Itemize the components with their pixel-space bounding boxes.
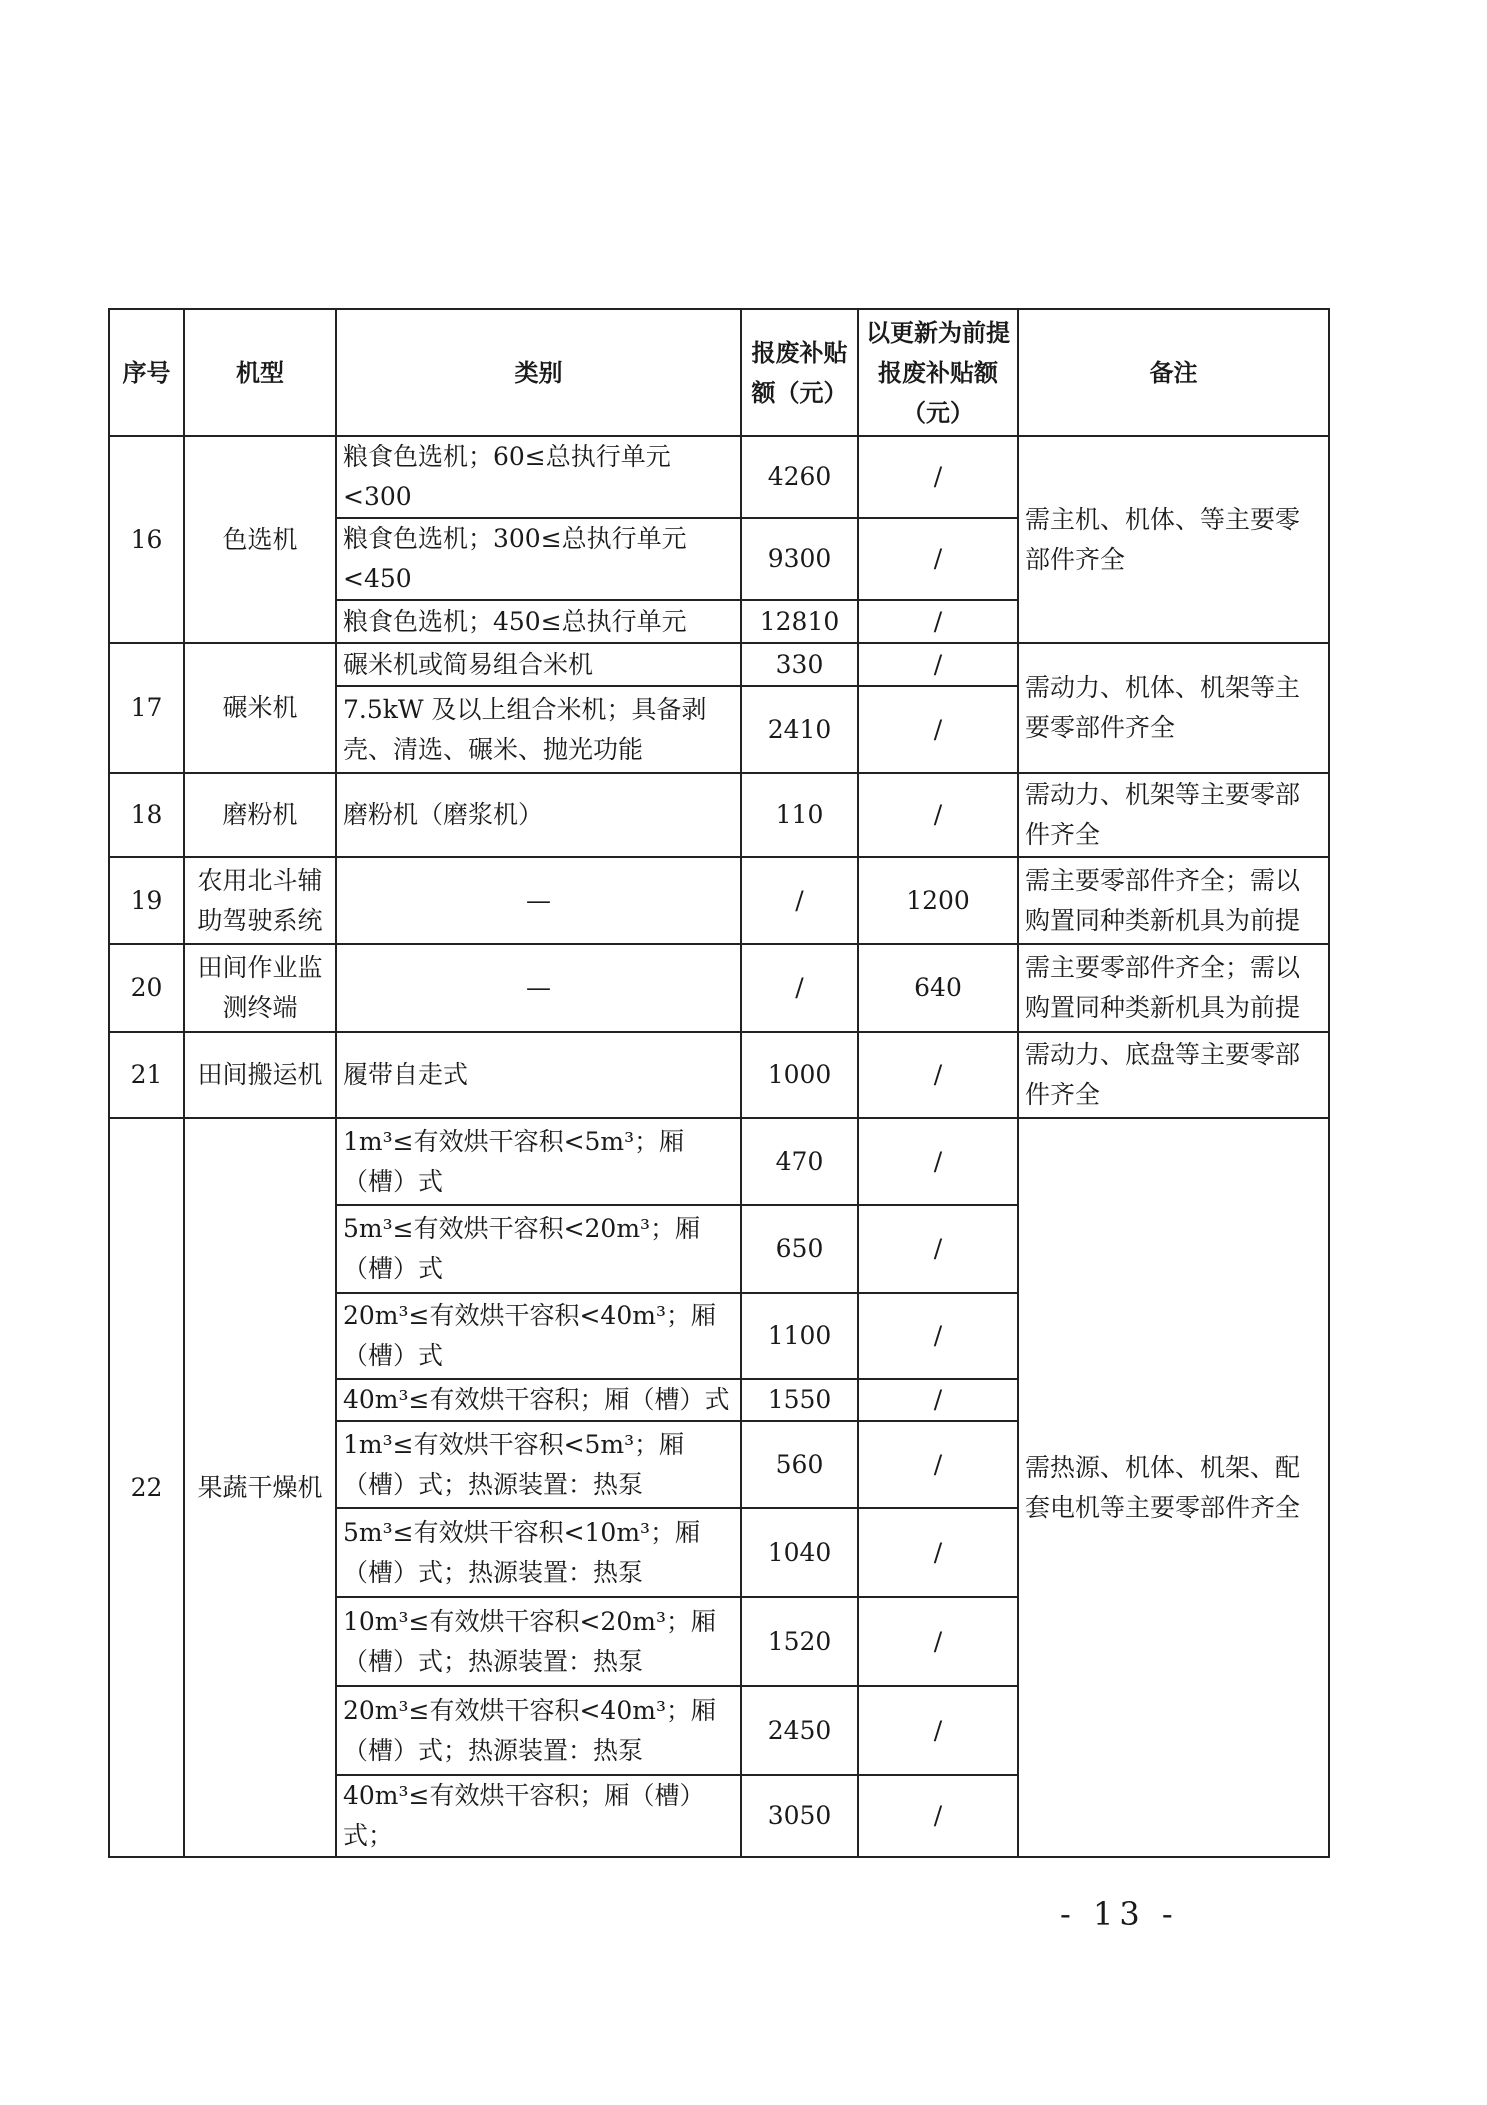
machine-model: 碾米机	[184, 643, 336, 773]
subsidy-cell: /	[741, 857, 858, 944]
category-cell: 20m³≤有效烘干容积<40m³；厢（槽）式	[336, 1293, 741, 1379]
row-number: 20	[109, 944, 184, 1032]
table-row	[109, 944, 1329, 1032]
machine-model: 田间搬运机	[184, 1032, 336, 1118]
subsidy-cell: 650	[741, 1205, 858, 1293]
category-cell: 10m³≤有效烘干容积<20m³；厢（槽）式；热源装置：热泵	[336, 1597, 741, 1686]
note-cell: 需主要零部件齐全；需以购置同种类新机具为前提	[1018, 857, 1329, 944]
subsidy-cell: 560	[741, 1421, 858, 1508]
header-category: 类别	[336, 309, 741, 436]
subsidy-table	[108, 308, 1330, 1858]
subsidy-cell: 2450	[741, 1686, 858, 1775]
row-number: 21	[109, 1032, 184, 1118]
subsidy-cell: 9300	[741, 518, 858, 600]
category-cell: 1m³≤有效烘干容积<5m³；厢（槽）式	[336, 1118, 741, 1205]
renewal-subsidy-cell: /	[858, 1032, 1018, 1118]
renewal-subsidy-cell: /	[858, 600, 1018, 643]
renewal-subsidy-cell: /	[858, 1421, 1018, 1508]
renewal-subsidy-cell: /	[858, 1686, 1018, 1775]
machine-model: 果蔬干燥机	[184, 1118, 336, 1857]
subsidy-cell: 1550	[741, 1379, 858, 1421]
note-cell: 需主机、机体、等主要零部件齐全	[1018, 436, 1329, 643]
header-row	[109, 309, 1329, 436]
machine-model: 色选机	[184, 436, 336, 643]
table-row	[109, 1118, 1329, 1205]
category-cell: 40m³≤有效烘干容积；厢（槽）式	[336, 1379, 741, 1421]
renewal-subsidy-cell: /	[858, 1205, 1018, 1293]
category-cell: 碾米机或简易组合米机	[336, 643, 741, 686]
renewal-subsidy-cell: /	[858, 1293, 1018, 1379]
renewal-subsidy-cell: /	[858, 1379, 1018, 1421]
subsidy-cell: 4260	[741, 436, 858, 518]
category-cell: 粮食色选机；60≤总执行单元<300	[336, 436, 741, 518]
note-cell: 需动力、机体、机架等主要零部件齐全	[1018, 643, 1329, 773]
row-number: 18	[109, 773, 184, 857]
header-renewal-subsidy: 以更新为前提报废补贴额（元）	[858, 309, 1018, 436]
renewal-subsidy-cell: /	[858, 1118, 1018, 1205]
renewal-subsidy-cell: /	[858, 518, 1018, 600]
note-cell: 需热源、机体、机架、配套电机等主要零部件齐全	[1018, 1118, 1329, 1857]
renewal-subsidy-cell: /	[858, 773, 1018, 857]
category-cell: 1m³≤有效烘干容积<5m³；厢（槽）式；热源装置：热泵	[336, 1421, 741, 1508]
header-subsidy: 报废补贴额（元）	[741, 309, 858, 436]
category-cell: 40m³≤有效烘干容积；厢（槽）式；	[336, 1775, 741, 1857]
subsidy-cell: 1520	[741, 1597, 858, 1686]
note-cell: 需动力、底盘等主要零部件齐全	[1018, 1032, 1329, 1118]
subsidy-cell: 110	[741, 773, 858, 857]
category-cell: —	[336, 857, 741, 944]
subsidy-cell: 1040	[741, 1508, 858, 1597]
row-number: 16	[109, 436, 184, 643]
renewal-subsidy-cell: 640	[858, 944, 1018, 1032]
category-cell: 7.5kW 及以上组合米机；具备剥壳、清选、碾米、抛光功能	[336, 686, 741, 773]
category-cell: 粮食色选机；450≤总执行单元	[336, 600, 741, 643]
subsidy-cell: 12810	[741, 600, 858, 643]
subsidy-cell: /	[741, 944, 858, 1032]
table-row	[109, 1032, 1329, 1118]
renewal-subsidy-cell: /	[858, 436, 1018, 518]
category-cell: 履带自走式	[336, 1032, 741, 1118]
machine-model: 田间作业监测终端	[184, 944, 336, 1032]
category-cell: 5m³≤有效烘干容积<20m³；厢（槽）式	[336, 1205, 741, 1293]
table-row	[109, 643, 1329, 686]
category-cell: 5m³≤有效烘干容积<10m³；厢（槽）式；热源装置：热泵	[336, 1508, 741, 1597]
subsidy-cell: 2410	[741, 686, 858, 773]
subsidy-cell: 470	[741, 1118, 858, 1205]
category-cell: 20m³≤有效烘干容积<40m³；厢（槽）式；热源装置：热泵	[336, 1686, 741, 1775]
renewal-subsidy-cell: /	[858, 1597, 1018, 1686]
machine-model: 农用北斗辅助驾驶系统	[184, 857, 336, 944]
table-row	[109, 436, 1329, 518]
category-cell: 粮食色选机；300≤总执行单元<450	[336, 518, 741, 600]
category-cell: 磨粉机（磨浆机）	[336, 773, 741, 857]
subsidy-cell: 1000	[741, 1032, 858, 1118]
table-row	[109, 857, 1329, 944]
renewal-subsidy-cell: 1200	[858, 857, 1018, 944]
row-number: 22	[109, 1118, 184, 1857]
renewal-subsidy-cell: /	[858, 643, 1018, 686]
category-cell: —	[336, 944, 741, 1032]
subsidy-cell: 330	[741, 643, 858, 686]
table-row	[109, 773, 1329, 857]
renewal-subsidy-cell: /	[858, 686, 1018, 773]
note-cell: 需主要零部件齐全；需以购置同种类新机具为前提	[1018, 944, 1329, 1032]
subsidy-cell: 3050	[741, 1775, 858, 1857]
renewal-subsidy-cell: /	[858, 1775, 1018, 1857]
subsidy-cell: 1100	[741, 1293, 858, 1379]
row-number: 19	[109, 857, 184, 944]
header-note: 备注	[1018, 309, 1329, 436]
machine-model: 磨粉机	[184, 773, 336, 857]
renewal-subsidy-cell: /	[858, 1508, 1018, 1597]
header-model: 机型	[184, 309, 336, 436]
note-cell: 需动力、机架等主要零部件齐全	[1018, 773, 1329, 857]
header-no: 序号	[109, 309, 184, 436]
row-number: 17	[109, 643, 184, 773]
page-number: - 13 -	[1060, 1895, 1179, 1933]
